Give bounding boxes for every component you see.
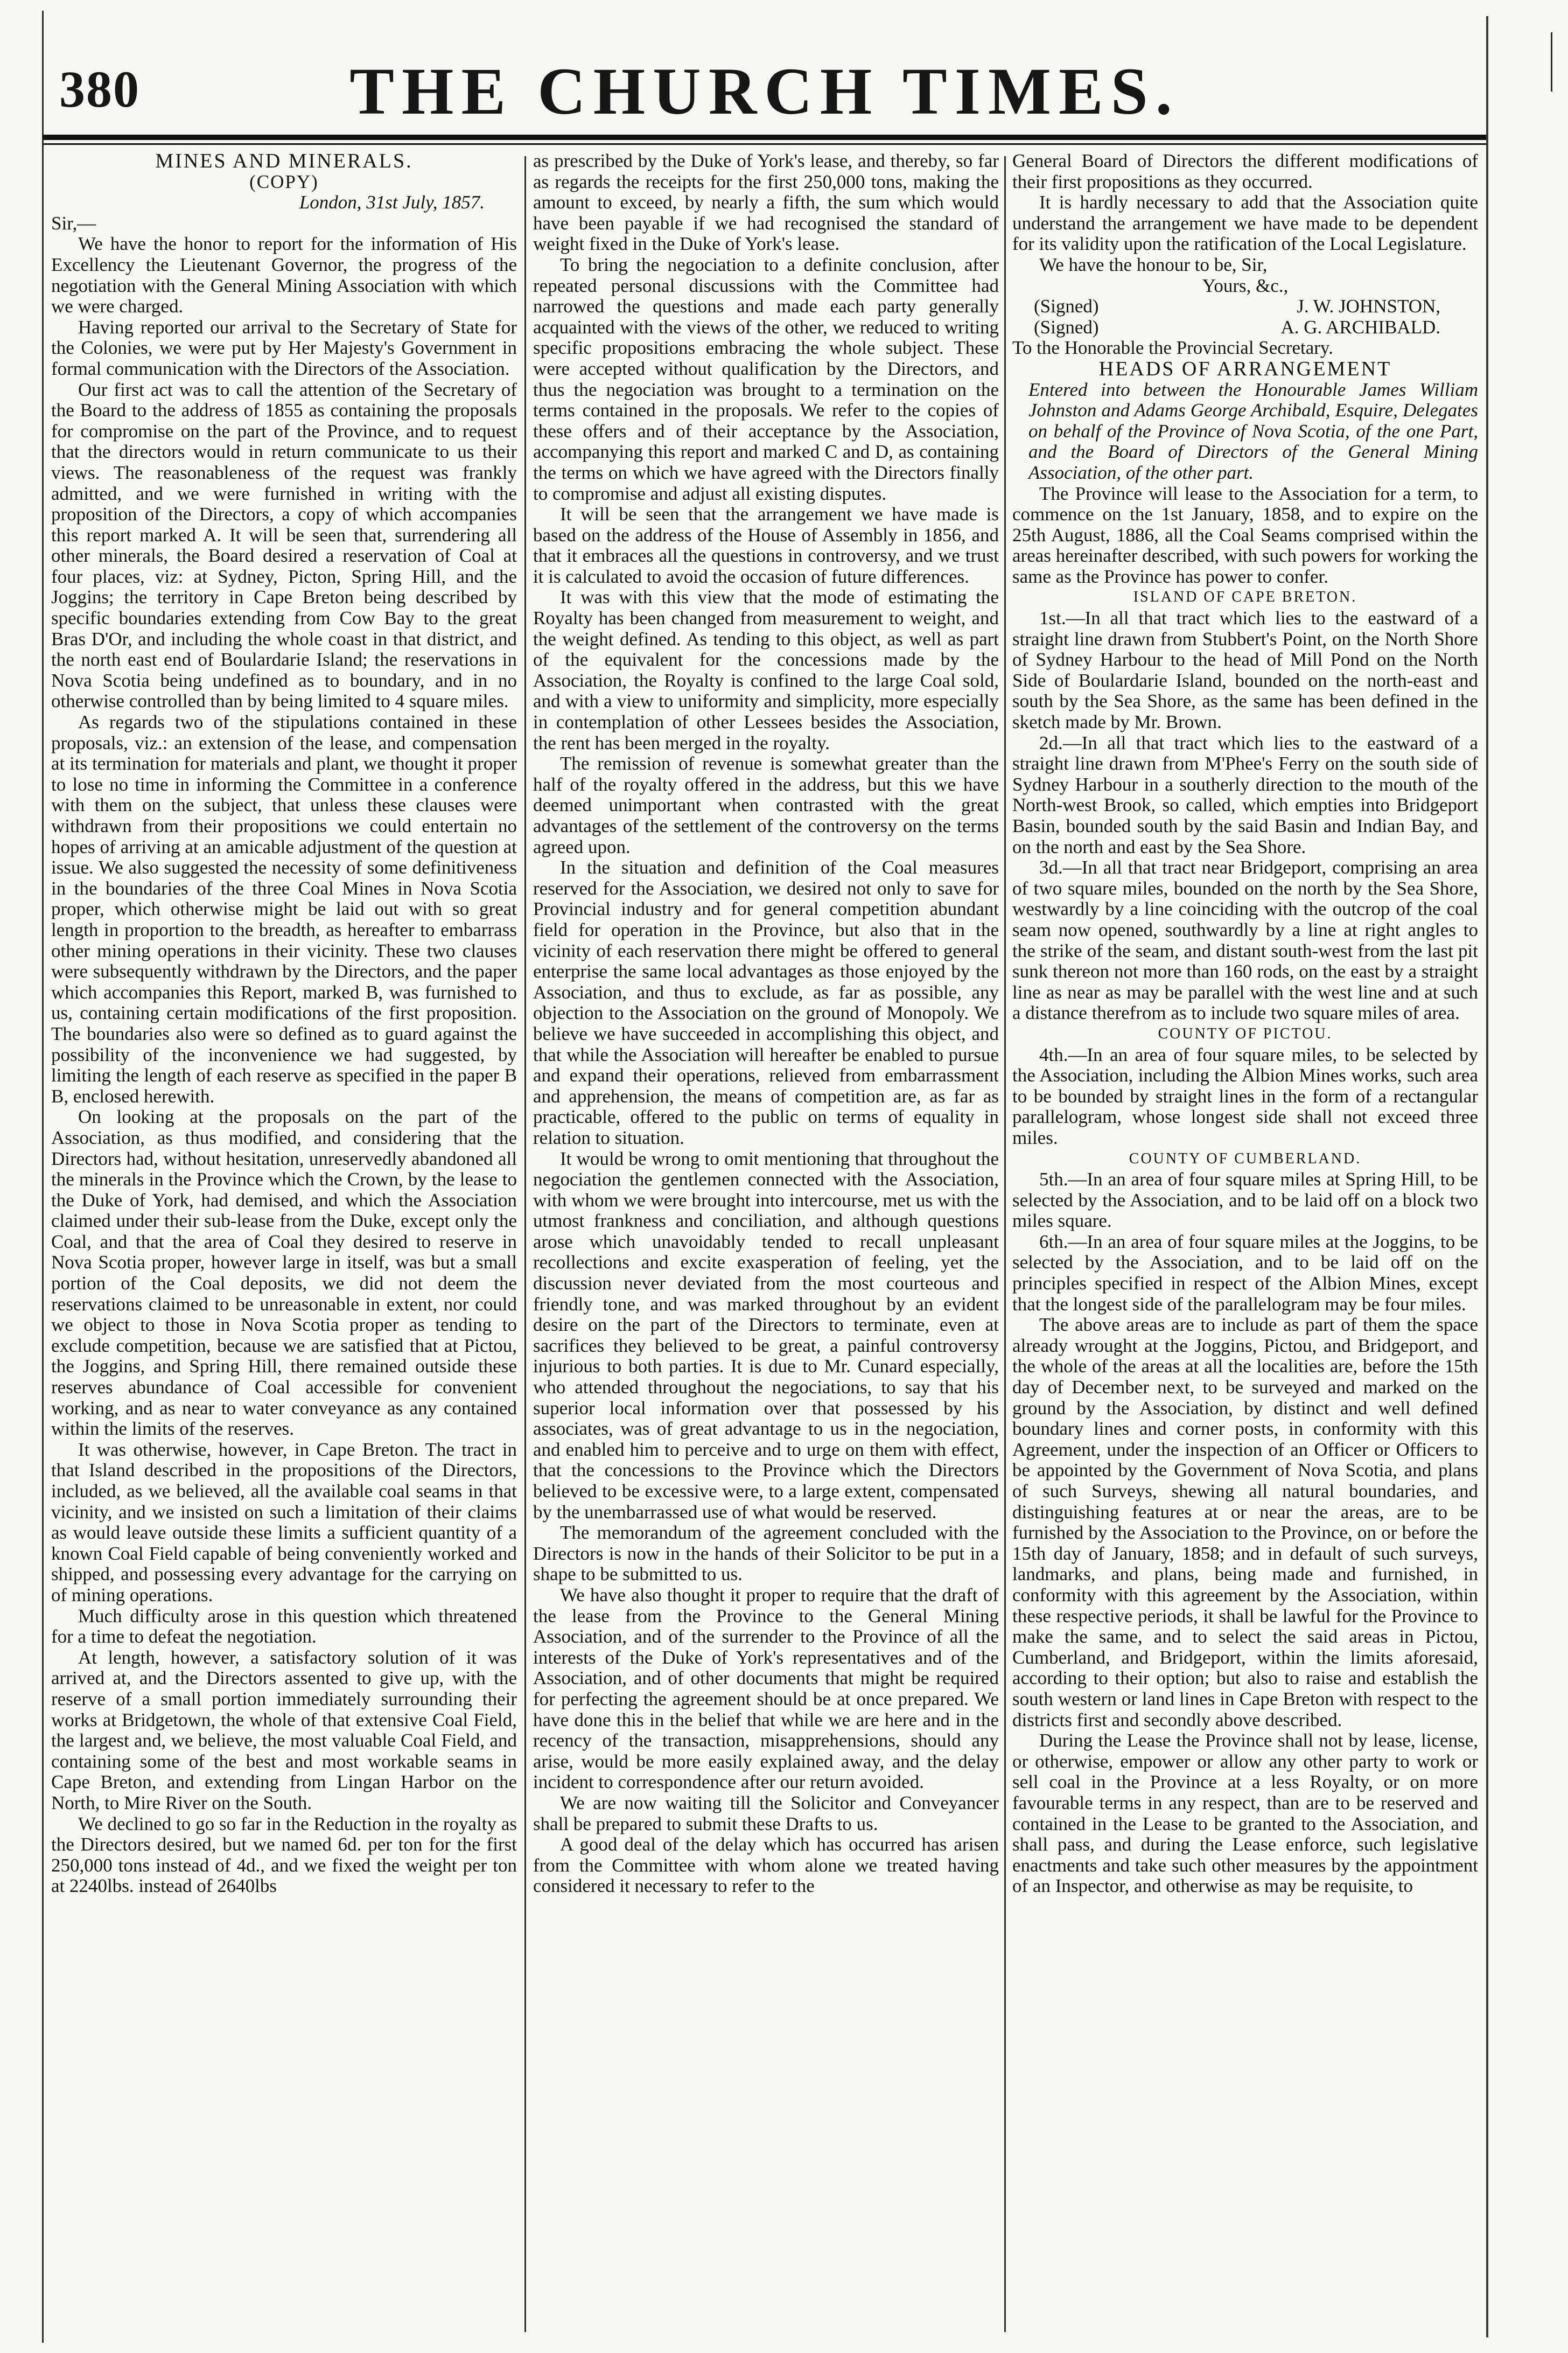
dateline: London, 31st July, 1857. <box>299 192 485 213</box>
signer-johnston: J. W. JOHNSTON, <box>1297 296 1440 317</box>
paragraph: Having reported our arrival to the Secretary of State for the Colonies, we were put by Her Majesty's Government in formal communication with the Directors of the Association. <box>51 316 517 379</box>
paragraph: It would be wrong to omit mentioning that throughout the negociation the gentlemen connected with the Association, with whom we were brought into intercourse, met us with the utmost frankness and conciliation, and although questions arose which unavoidably tended to recall unpleasant recollections and excite exasperation of feeling, yet the discussion never deviated from the most courteous and friendly tone, and was marked throughout by an evident desire on the part of the Directors to terminate, even at sacrifices they believed to be great, a painful controversy injurious to both parties. It is due to Mr. Cunard especially, who attended throughout the negociations, to say that his superior local information over that possessed by his associates, was of great advantage to us in the negociation, and enabled him to perceive and to urge on them with effect, that the concessions to the Province which the Directors believed to be excessive were, to a large extent, compensated by the unembarrassed use of what would be reserved. <box>533 1148 999 1523</box>
paragraph: We declined to go so far in the Reduction in the royalty as the Directors desired, but we named 6d. per ton for the first 250,000 tons instead of 4d., and we fixed the weight per ton at 2240lbs. instead of 2640lbs <box>51 1813 517 1897</box>
paragraph: We are now waiting till the Solicitor and Conveyancer shall be prepared to submit these Drafts to us. <box>533 1792 999 1834</box>
masthead <box>43 54 1486 129</box>
column-1 <box>51 151 517 2332</box>
salutation: Sir,— <box>51 212 96 234</box>
paragraph: Our first act was to call the attention of the Secretary of the Board to the address of 1855 as containing the proposals for compromise on the part of the Province, and to request that the directors would in return communicate to us their views. The reasonableness of the request was frankly admitted, and we were furnished in writing with the proposition of the Directors, a copy of which accompanies this report marked A. It will be seen that, surrendering all other minerals, the Board desired a reservation of Coal at four places, viz: at Sydney, Picton, Spring Hill, and the Joggins; the territory in Cape Breton being described by specific boundaries extending from Cow Bay to the great Bras D'Or, and including the whole coast in that district, and the north east end of Boulardarie Island; the reservations in Nova Scotia being undefined as to boundary, and in no otherwise controlled than by being limited to 4 square miles. <box>51 379 517 712</box>
masthead-rule-thin <box>43 143 1486 145</box>
paragraph: At length, however, a satisfactory solution of it was arrived at, and the Directors assented to give up, with the reserve of a small portion immediately surrounding their works at Bridgetown, the whole of that extensive Coal Field, the largest and, we believe, the most valuable Coal Field, and containing some of the best and most workable seams in Cape Breton, and extending from Lingan Harbor on the North, to Mire River on the South. <box>51 1646 517 1813</box>
signer-archibald: A. G. ARCHIBALD. <box>1280 316 1440 338</box>
column-divider <box>1004 156 1006 2332</box>
paragraph: It will be seen that the arrangement we have made is based on the address of the House of Assembly in 1856, and that it embraces all the questions in controversy, and we trust it is calculated to avoid the occasion of future differences. <box>533 504 999 587</box>
paragraph: During the Lease the Province shall not by lease, license, or otherwise, empower or allow any other party to work or sell coal in the Province at a less Royalty, or on more favourable terms in any respect, than are to be reserved and contained in the Lease to be granted to the Association, and shall pass, and during the Lease enforce, such legislative enactments and take such other measures by the appointment of an Inspector, and otherwise as may be requisite, to <box>1012 1730 1478 1897</box>
paragraph: The Province will lease to the Association for a term, to commence on the 1st January, 1858, and to expire on the 25th August, 1886, all the Coal Seams comprised within the areas hereinafter described, with such powers for working the same as the Province has power to confer. <box>1012 483 1478 587</box>
yours-line: Yours, &c., <box>1202 275 1289 296</box>
signature-line-2 <box>1012 317 1478 338</box>
column-divider <box>524 156 526 2332</box>
list-item: 3d.—In all that tract near Bridgeport, comprising an area of two square miles, bounded on the north by the Sea Shore, westwardly by a line coinciding with the outcrop of the coal seam now opened, southwardly by a line at right angles to the strike of the seam, and distant south-west from the last pit sunk thereon not more than 160 rods, on the east by a straight line as near as may be parallel with the west line and at such a distance therefrom as to include two square miles of area. <box>1012 857 1478 1024</box>
list-item: 6th.—In an area of four square miles at the Joggins, to be selected by the Association, and to be laid off on the principles specified in respect of the Albion Mines, except that the longest side of the parallelogram may be four miles. <box>1012 1231 1478 1315</box>
masthead-rule-thick <box>43 135 1486 140</box>
subhead-pictou: COUNTY OF PICTOU. <box>1158 1025 1333 1042</box>
paragraph: as prescribed by the Duke of York's lease, and thereby, so far as regards the receipts for the first 250,000 tons, making the amount to exceed, by nearly a fifth, the sum which would have been payable if we had recognised the standard of weight fixed in the Duke of York's lease. <box>533 151 999 255</box>
paragraph: As regards two of the stipulations contained in these proposals, viz.: an extension of the lease, and compensation at its termination for materials and plant, we thought it proper to lose no time in informing the Committee in a conference with them on the subject, that unless these clauses were withdrawn from their propositions we could entertain no hopes of arriving at an amicable adjustment of the question at issue. We also suggested the necessity of some definitiveness in the boundaries of the three Coal Mines in Nova Scotia proper, which otherwise might be laid out with so great length in proportion to the breadth, as hereafter to embarrass other mining operations in their vicinity. These two clauses were subsequently withdrawn by the Directors, and the paper which accompanies this Report, marked B, was furnished to us, containing certain modifications of the first proposition. The boundaries also were so defined as to guard against the possibility of the inconvenience we had suggested, by limiting the length of each reserve as specified in the paper B B, enclosed herewith. <box>51 711 517 1107</box>
paragraph: Much difficulty arose in this question which threatened for a time to defeat the negotiation. <box>51 1605 517 1647</box>
paragraph: On looking at the proposals on the part of the Association, as thus modified, and considering that the Directors had, without hesitation, unreservedly abandoned all the minerals in the Province which the Crown, by the lease to the Duke of York, had demised, and which the Association claimed under their sub-lease from the Duke, except only the Coal, and that the area of Coal they desired to reserve in Nova Scotia proper, however large in itself, was but a small portion of the Coal deposits, we did not deem the reservations claimed to be unreasonable in extent, nor could we object to those in Nova Scotia proper as tending to exclude competition, because we are satisfied that at Pictou, the Joggins, and Spring Hill, there remained outside these reserves abundance of Coal accessible for convenient working, and as near to water conveyance as any contained within the limits of the reserves. <box>51 1106 517 1440</box>
column-3 <box>1012 151 1478 2332</box>
paragraph: It was with this view that the mode of estimating the Royalty has been changed from measurement to weight, and the weight defined. As tending to this object, as well as part of the equivalent for the concessions made by the Association, the Royalty is confined to the large Coal sold, and with a view to uniformity and simplicity, more especially in contemplation of other Lessees besides the Association, the rent has been merged in the royalty. <box>533 586 999 753</box>
paragraph: It was otherwise, however, in Cape Breton. The tract in that Island described in the propositions of the Directors, included, as we believed, all the available coal seams in that vicinity, and we insisted on such a limitation of their claims as would leave outside these limits a sufficient quantity of a known Coal Field capable of being conveniently worked and shipped, and possessing every advantage for the carrying on of mining operations. <box>51 1439 517 1605</box>
column-2 <box>533 151 999 2332</box>
signed-label: (Signed) <box>1034 296 1099 317</box>
list-item: 5th.—In an area of four square miles at Spring Hill, to be selected by the Association, and to be laid off on a block two miles square. <box>1012 1169 1478 1232</box>
paragraph: General Board of Directors the different modifications of their first propositions as they occurred. <box>1012 151 1478 192</box>
heads-of-arrangement-title: HEADS OF ARRANGEMENT <box>1098 357 1392 380</box>
page-number: 380 <box>59 60 140 118</box>
list-item: 1st.—In all that tract which lies to the eastward of a straight line drawn from Stubbert's Point, on the North Shore of Sydney Harbour to the head of Mill Pond on the North Side of Boulardarie Island, bounded on the north-east and south by the Sea Shore, as the same has been defined in the sketch made by Mr. Brown. <box>1012 608 1478 733</box>
paragraph: It is hardly necessary to add that the Association quite understand the arrangement we have made to be dependent for its validity upon the ratification of the Local Legislature. <box>1012 192 1478 255</box>
paragraph: We have the honor to report for the information of His Excellency the Lieutenant Governor, the progress of the negotiation with the General Mining Association with which we were charged. <box>51 233 517 317</box>
paragraph: A good deal of the delay which has occurred has arisen from the Committee with whom alone we treated having considered it necessary to refer to the <box>533 1834 999 1897</box>
addressee: To the Honorable the Provincial Secretary. <box>1012 337 1333 359</box>
paragraph: To bring the negociation to a definite conclusion, after repeated personal discussions with the Committee had narrowed the questions and made each party generally acquainted with the views of the other, we reduced to writing specific propositions embracing the whole subject. These were accepted without qualification by the Directors, and thus the negociation was brought to a termination on the terms contained in the proposals. We refer to the copies of these offers and of their acceptance by the Association, accompanying this report and marked C and D, as containing the terms on which we have agreed with the Directors finally to compromise and adjust all existing disputes. <box>533 254 999 504</box>
paragraph: The remission of revenue is somewhat greater than the half of the royalty offered in the address, but this we have deemed unimportant when contrasted with the great advantages of the settlement of the controversy on the terms agreed upon. <box>533 753 999 857</box>
signed-label: (Signed) <box>1034 316 1099 338</box>
scan-edge-line-right <box>1486 16 1488 2337</box>
article-heading: MINES AND MINERALS. <box>155 151 413 172</box>
scan-edge-line-far <box>1551 32 1552 92</box>
signature-line-1 <box>1012 296 1478 317</box>
closing-line: We have the honour to be, Sir, <box>1039 254 1268 275</box>
paragraph: We have also thought it proper to require that the draft of the lease from the Province to the General Mining Association, and of the surrender to the Province of all the interests of the Duke of York's representatives and of the Association, and of other documents that might be required for perfecting the agreement should be at once prepared. We have done this in the belief that while we are here and in the recency of the transaction, misapprehensions, should any arise, would be more easily explained away, and the delay incident to correspondence after our return avoided. <box>533 1584 999 1793</box>
newspaper-title: THE CHURCH TIMES. <box>349 54 1180 128</box>
list-item: 2d.—In all that tract which lies to the eastward of a straight line drawn from M'Phee's Ferry on the south side of Sydney Harbour in a southerly direction to the mouth of the North-west Brook, so called, which empties into Bridgeport Basin, bounded south by the said Basin and Indian Bay, and on the north and east by the Sea Shore. <box>1012 732 1478 857</box>
paragraph: The above areas are to include as part of them the space already wrought at the Joggins, Pictou, and Bridgeport, and the whole of the areas at all the localities are, before the 15th day of December next, to be surveyed and marked on the ground by the Association, by distinct and well defined boundary lines and corner posts, in conformity with this Agreement, under the inspection of an Officer or Officers to be appointed by the Government of Nova Scotia, and plans of such Surveys, shewing all natural boundaries, and distinguishing features at or near the areas, are to be furnished by the Association to the Province, on or before the 15th day of January, 1858; and in default of such surveys, landmarks, and plans, being made and furnished, in conformity with this agreement by the Association, within these respective periods, it shall be lawful for the Province to make the same, and to select the said areas in Pictou, Cumberland, and Bridgeport, within the limits aforesaid, according to their option; but also to raise and establish the south western or land lines in Cape Breton with respect to the districts first and secondly above described. <box>1012 1314 1478 1730</box>
copy-label: (COPY) <box>249 171 319 192</box>
paragraph: In the situation and definition of the Coal measures reserved for the Association, we desired not only to save for Provincial industry and for general competition abundant field for operation in the Province, but also that in the vicinity of each reservation there might be offered to general enterprise the same local advantages as those enjoyed by the Association, and thus to exclude, as far as possible, any objection to the Association on the ground of Monopoly. We believe we have succeeded in accomplishing this object, and that while the Association will hereafter be enabled to pursue and expand their operations, relieved from embarrassment and apprehension, the means of competition are, as far as practicable, offered to the public on terms of equality in relation to situation. <box>533 857 999 1148</box>
list-item: 4th.—In an area of four square miles, to be selected by the Association, including the Albion Mines works, such area to be bounded by straight lines in the form of a rectangular parallelogram, whose longest side shall not exceed three miles. <box>1012 1044 1478 1148</box>
subhead-cumberland: COUNTY OF CUMBERLAND. <box>1129 1150 1362 1167</box>
heads-intro: Entered into between the Honourable James William Johnston and Adams George Archibald, Esquire, Delegates on behalf of the Province of Nova Scotia, of the one Part, and the Board of Directors of the General Mining Association, of the other part. <box>1028 379 1478 483</box>
scan-edge-line-left <box>42 11 44 2343</box>
paragraph: The memorandum of the agreement concluded with the Directors is now in the hands of their Solicitor to be put in a shape to be submitted to us. <box>533 1522 999 1585</box>
subhead-cape-breton: ISLAND OF CAPE BRETON. <box>1133 589 1357 606</box>
